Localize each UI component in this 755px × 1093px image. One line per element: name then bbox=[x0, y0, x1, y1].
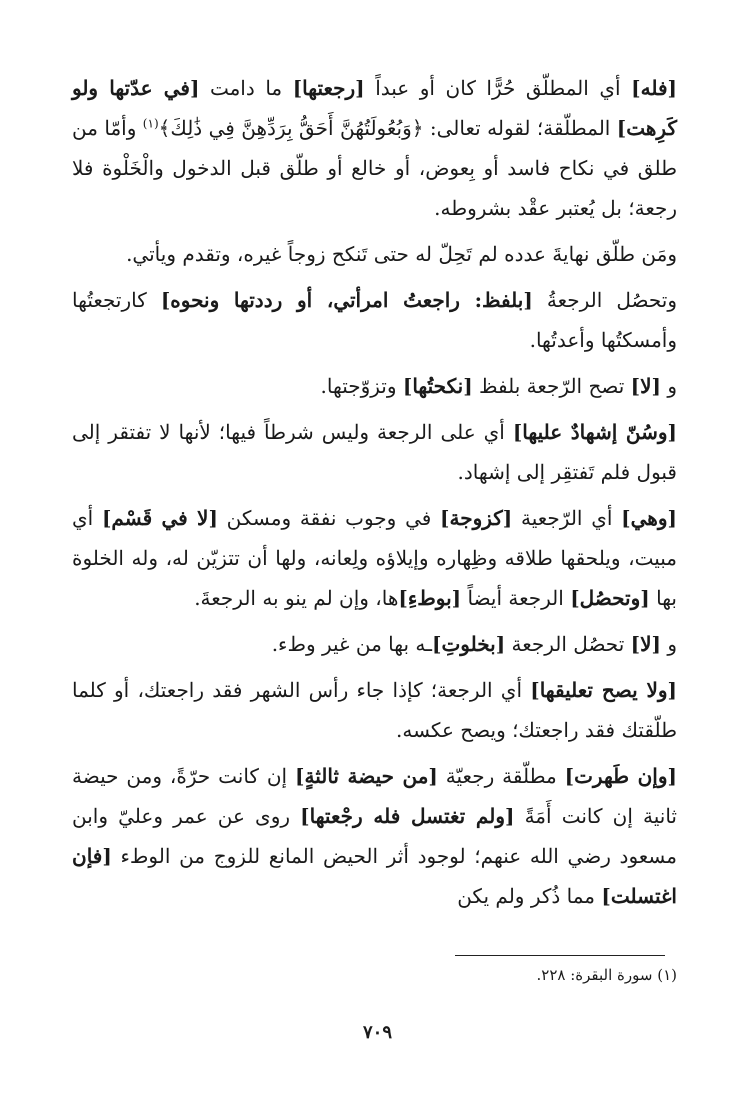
text-segment: الرجعة أيضاً bbox=[461, 586, 571, 610]
bold-term: [لا في قَسْم] bbox=[101, 506, 218, 530]
text-segment: وأمّا من طلق في نكاح فاسد أو بِعوض، أو خالع أو طلّق قبل الدخول والْخَلْوة فلا رجعة؛ بل يُعتبر عقْد بشروطه. bbox=[72, 116, 677, 220]
bold-term: [في عدّتها ولو كَرِهت] bbox=[72, 76, 677, 140]
footnote: (١) سورة البقرة: ٢٢٨. bbox=[536, 966, 677, 984]
bold-term: [لا] bbox=[630, 374, 661, 398]
paragraph bbox=[72, 412, 677, 492]
text-segment: و bbox=[660, 374, 677, 398]
text-segment: المطلّقة؛ لقوله تعالى: ﴿وَبُعُولَتُهُنَّ أَحَقُّ بِرَدِّهِنَّ فِي ذَٰلِكَ﴾ bbox=[158, 116, 617, 140]
text-segment: ها، وإن لم ينو به الرجعةَ. bbox=[194, 586, 399, 610]
bold-term: [وهي] bbox=[621, 506, 677, 530]
paragraph bbox=[72, 234, 677, 274]
text-segment: تصح الرّجعة بلفظ bbox=[472, 374, 631, 398]
paragraph bbox=[72, 280, 677, 360]
footnote-separator bbox=[455, 955, 665, 956]
bold-term: [فله] bbox=[631, 76, 677, 100]
text-segment: مما ذُكر ولم يكن bbox=[457, 884, 602, 908]
bold-term: [وسُنّ إشهادٌ عليها] bbox=[512, 420, 677, 444]
text-segment: أي مبيت، ويلحقها طلاقه وظِهاره وإيلاؤه ولِعانه، ولها أن تتزيّن له، وله الخلوة بها bbox=[72, 506, 677, 610]
bold-term: [بخلوتِ] bbox=[431, 632, 506, 656]
bold-term: [وتحصُل] bbox=[570, 586, 650, 610]
paragraph bbox=[72, 756, 677, 916]
text-segment: أي المطلّق حُرًّا كان أو عبداً bbox=[364, 76, 632, 100]
bold-term: [من حيضة ثالثةٍ] bbox=[295, 764, 438, 788]
paragraph bbox=[72, 624, 677, 664]
paragraph bbox=[72, 670, 677, 750]
text-segment: وتزوّجتها. bbox=[320, 374, 403, 398]
text-segment: أي الرجعة؛ كإذا جاء رأس الشهر فقد راجعتك، أو كلما طلّقتك فقد راجعتك؛ ويصح عكسه. bbox=[72, 678, 677, 742]
text-segment: أي على الرجعة وليس شرطاً فيها؛ لأنها لا تفتقر إلى قبول فلم تَفتقِر إلى إشهاد. bbox=[72, 420, 677, 484]
footnote-marker: (١) bbox=[142, 116, 159, 131]
text-segment: روى عن عمر وعليّ وابن مسعود رضي الله عنهم؛ لوجود أثر الحيض المانع للزوج من الوطء bbox=[72, 804, 677, 868]
main-text-block bbox=[72, 68, 677, 916]
text-segment: في وجوب نفقة ومسكن bbox=[217, 506, 441, 530]
text-segment: ـه بها من غير وطء. bbox=[271, 632, 432, 656]
bold-term: [فإن اغتسلت] bbox=[72, 844, 677, 908]
text-segment: مطلّقة رجعيّة bbox=[437, 764, 565, 788]
paragraph bbox=[72, 498, 677, 618]
text-segment: ومَن طلّق نهايةَ عدده لم تَحِلّ له حتى تَنكح زوجاً غيره، وتقدم ويأتي. bbox=[126, 242, 677, 266]
paragraph bbox=[72, 366, 677, 406]
bold-term: [ولا يصح تعليقها] bbox=[530, 678, 677, 702]
page-number: ٧٠٩ bbox=[362, 1022, 392, 1043]
text-segment: و bbox=[660, 632, 677, 656]
bold-term: [نكحتُها] bbox=[402, 374, 473, 398]
bold-term: [بلفظ: راجعتُ امرأتي، أو رددتها ونحوه] bbox=[160, 288, 533, 312]
bold-term: [ولم تغتسل فله رجْعتها] bbox=[300, 804, 515, 828]
bold-term: [رجعتها] bbox=[292, 76, 365, 100]
bold-term: [لا] bbox=[630, 632, 661, 656]
bold-term: [وإن طَهرت] bbox=[564, 764, 677, 788]
bold-term: [كزوجة] bbox=[440, 506, 513, 530]
text-segment: كارتجعتُها وأمسكتُها وأعدتُها. bbox=[72, 288, 677, 352]
text-segment: ما دامت bbox=[199, 76, 293, 100]
text-segment: تحصُل الرجعة bbox=[505, 632, 631, 656]
text-segment: إن كانت حرّةً، ومن حيضة ثانية إن كانت أَمَةً bbox=[72, 764, 677, 828]
bold-term: [بوطءِ] bbox=[398, 586, 462, 610]
text-segment: أي الرّجعية bbox=[512, 506, 622, 530]
text-segment: وتحصُل الرجعةُ bbox=[532, 288, 677, 312]
paragraph bbox=[72, 68, 677, 228]
